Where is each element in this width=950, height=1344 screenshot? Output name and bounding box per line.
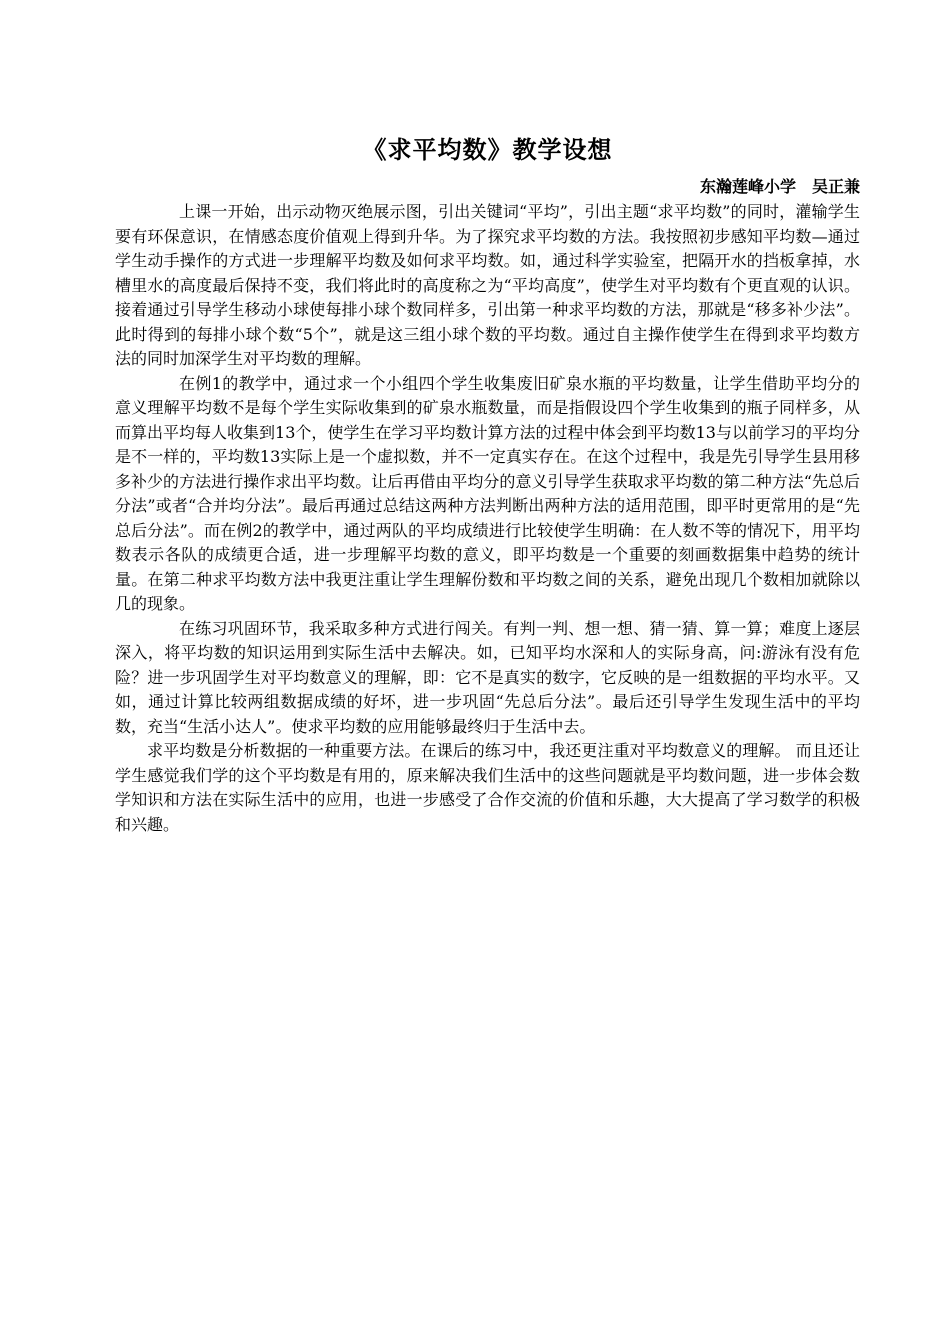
paragraph-summary: 求平均数是分析数据的一种重要方法。在课后的练习中，我还更注重对平均数意义的理解。 而且还让学生感觉我们学的这个平均数是有用的，原来解决我们生活中的这些问题就是平均数问题，进一步体会数学知识和方法在实际生活中的应用，也进一步感受了合作交流的价值和乐趣，大大提高了学习数学的积极和兴趣。 <box>115 741 860 834</box>
document-body <box>115 200 860 837</box>
author-line: 东瀚莲峰小学 吴正兼 <box>699 177 860 196</box>
document-page <box>115 0 860 1344</box>
paragraph-example-one: 在例1的教学中，通过求一个小组四个学生收集废旧矿泉水瓶的平均数量，让学生借助平均分的意义理解平均数不是每个学生实际收集到的矿泉水瓶数量，而是指假设四个学生收集到的瓶子同样多，从而算出平均每人收集到13个，使学生在学习平均数计算方法的过程中体会到平均数13与以前学习的平均分是不一样的，平均数13实际上是一个虚拟数，并不一定真实存在。在这个过程中，我是先引导学生县用移多补少的方法进行操作求出平均数。让后再借由平均分的意义引导学生获取求平均数的第二种方法“先总后分法”或者“合并均分法”。最后再通过总结这两种方法判断出两种方法的适用范围，即平时更常用的是“先总后分法”。而在例2的教学中，通过两队的平均成绩进行比较使学生明确：在人数不等的情况下，用平均数表示各队的成绩更合适，进一步理解平均数的意义，即平均数是一个重要的刻画数据集中趋势的统计量。在第二种求平均数方法中我更注重让学生理解份数和平均数之间的关系，避免出现几个数相加就除以几的现象。 <box>115 373 860 613</box>
paragraph-practice: 在练习巩固环节，我采取多种方式进行闯关。有判一判、想一想、猜一猜、算一算；难度上逐层深入，将平均数的知识运用到实际生活中去解决。如，已知平均水深和人的实际身高，问:游泳有没有危险？进一步巩固学生对平均数意义的理解，即：它不是真实的数字，它反映的是一组数据的平均水平。又如，通过计算比较两组数据成绩的好坏，进一步巩固“先总后分法”。最后还引导学生发现生活中的平均数，充当“生活小达人”。使求平均数的应用能够最终归于生活中去。 <box>115 618 860 736</box>
document-title: 《求平均数》教学设想 <box>362 135 613 164</box>
paragraph-intro: 上课一开始，出示动物灭绝展示图，引出关键词“平均”，引出主题“求平均数”的同时，灌输学生要有环保意识，在情感态度价值观上得到升华。为了探究求平均数的方法。我按照初步感知平均数—通过学生动手操作的方式进一步理解平均数及如何求平均数。如，通过科学实验室，把隔开水的挡板拿掉，水槽里水的高度最后保持不变，我们将此时的高度称之为“平均高度”，使学生对平均数有个更直观的认识。接着通过引导学生移动小球使每排小球个数同样多，引出第一种求平均数的方法，那就是“移多补少法”。此时得到的每排小球个数“5个”，就是这三组小球个数的平均数。通过自主操作使学生在得到求平均数方法的同时加深学生对平均数的理解。 <box>115 202 860 368</box>
